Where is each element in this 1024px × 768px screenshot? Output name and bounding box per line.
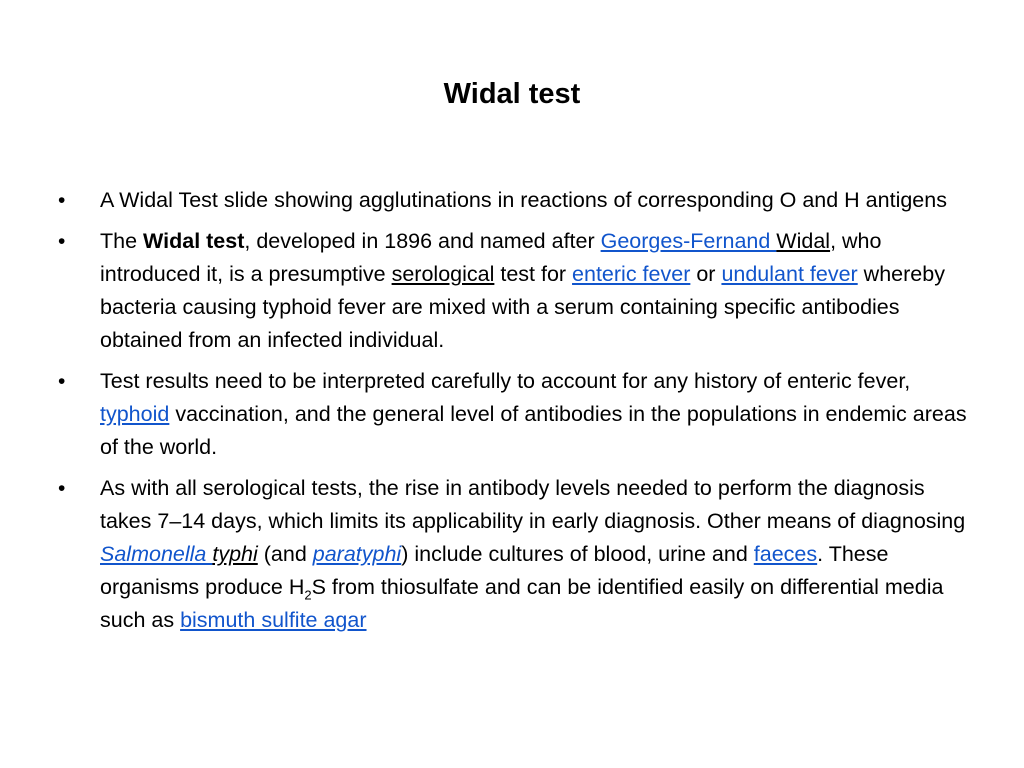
link-georges-fernand[interactable]: Georges-Fernand <box>600 229 777 253</box>
text-run: , developed in 1896 and named after <box>244 229 601 253</box>
bullet-item-4 <box>58 472 978 637</box>
link-serological[interactable]: serological <box>391 262 495 286</box>
text-run: As with all serological tests, the rise in antibody levels needed to perform the diagnosis takes 7–14 days, which limits its applicability in early diagnosis. Other means of diagnosing <box>100 476 966 533</box>
link-salmonella[interactable]: Salmonella <box>100 542 213 566</box>
text-run: , who introduced it, is a presumptive <box>100 229 882 286</box>
bold-term: Widal test <box>143 229 245 253</box>
text-run: Test results need to be interpreted carefully to account for any history of enteric fever, <box>100 369 911 393</box>
subscript-2: 2 <box>304 587 312 603</box>
link-bismuth-sulfite-agar[interactable]: bismuth sulfite agar <box>180 608 367 632</box>
bullet-item-1 <box>58 184 978 217</box>
link-faeces[interactable]: faeces <box>753 542 818 566</box>
slide-title: Widal test <box>443 78 581 110</box>
text-run: vaccination, and the general level of antibodies in the populations in endemic areas of the world. <box>100 402 967 459</box>
bullet-marker: • <box>58 370 66 393</box>
text-run: ) include cultures of blood, urine and <box>401 542 754 566</box>
text-run: or <box>690 262 722 286</box>
bullet-list <box>58 184 978 645</box>
bullet-item-3 <box>58 365 978 464</box>
link-enteric-fever[interactable]: enteric fever <box>572 262 691 286</box>
link-widal[interactable]: Widal <box>776 229 831 253</box>
text-run: (and <box>257 542 313 566</box>
text-run: whereby bacteria causing typhoid fever are mixed with a serum containing specific antibodies obtained from an infected individual. <box>100 262 945 352</box>
link-typhi[interactable]: typhi <box>212 542 258 566</box>
bullet-marker: • <box>58 477 66 500</box>
text-run: test for <box>494 262 573 286</box>
bullet-marker: • <box>58 230 66 253</box>
text-run: . These organisms produce H <box>100 542 889 599</box>
link-typhoid[interactable]: typhoid <box>100 402 170 426</box>
link-undulant-fever[interactable]: undulant fever <box>721 262 858 286</box>
bullet-text: A Widal Test slide showing agglutinations in reactions of corresponding O and H antigens <box>100 188 947 212</box>
bullet-item-2 <box>58 225 978 357</box>
bullet-marker: • <box>58 189 66 212</box>
text-run: The <box>100 229 144 253</box>
text-run: S from thiosulfate and can be identified easily on differential media such as <box>100 575 944 632</box>
link-paratyphi[interactable]: paratyphi <box>312 542 402 566</box>
